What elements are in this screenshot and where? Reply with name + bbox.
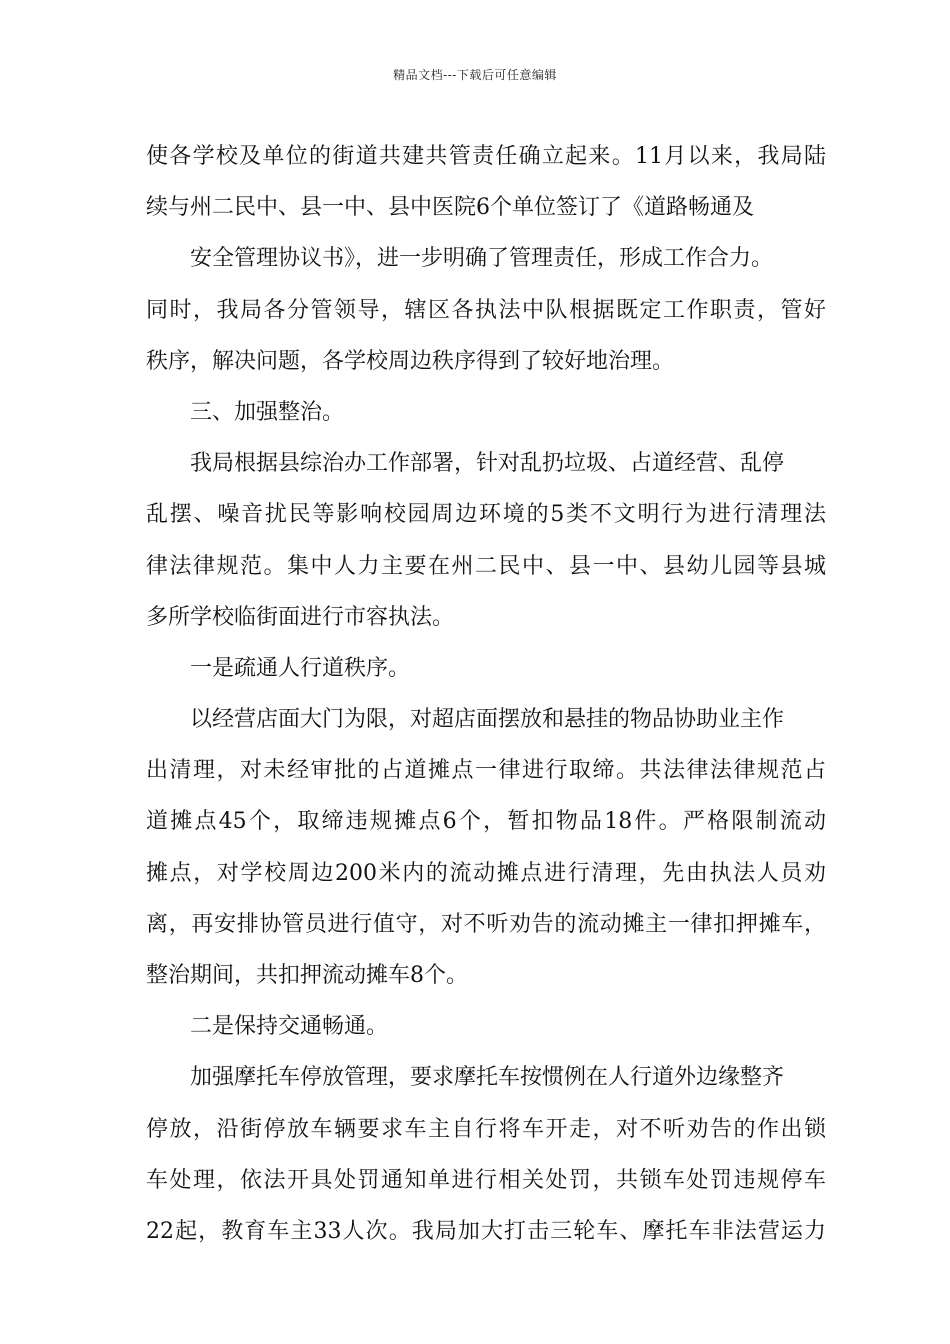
text-line: 以经营店面大门为限，对超店面摆放和悬挂的物品协助业主作 [190,707,785,733]
text-line: 安全管理协议书》，进一步明确了管理责任，形成工作合力。 [190,246,774,272]
text-line: 整治期间，共扣押流动摊车8个。 [146,963,468,988]
page-header: 精品文档---下载后可任意编辑 [393,68,557,82]
text-line: 出清理，对未经审批的占道摊点一律进行取缔。共法律法律规范占 [146,758,826,784]
text-line: 停放，沿街停放车辆要求车主自行将车开走，对不听劝告的作出锁 [146,1116,826,1142]
text-line: 秩序，解决问题，各学校周边秩序得到了较好地治理。 [146,348,675,374]
text-line: 加强摩托车停放管理，要求摩托车按惯例在人行道外边缘整齐 [190,1065,785,1091]
text-line: 一是疏通人行道秩序。 [190,655,411,681]
text-line: 车处理，依法开具处罚通知单进行相关处罚，共锁车处罚违规停车 [146,1167,826,1193]
text-line: 摊点，对学校周边200米内的流动摊点进行清理，先由执法人员劝 [146,860,826,886]
text-line: 22起，教育车主33人次。我局加大打击三轮车、摩托车非法营运力 [146,1218,826,1244]
document-body [146,131,826,1257]
text-line: 离，再安排协管员进行值守，对不听劝告的流动摊主一律扣押摊车， [146,911,826,937]
text-line: 使各学校及单位的街道共建共管责任确立起来。11月以来，我局陆 [146,144,826,169]
text-line: 三、加强整治。 [190,399,345,425]
text-line: 乱摆、噪音扰民等影响校园周边环境的5类不文明行为进行清理法 [146,502,826,528]
text-line: 我局根据县综治办工作部署，针对乱扔垃圾、占道经营、乱停 [190,451,785,477]
text-line: 多所学校临街面进行市容执法。 [146,604,455,630]
text-line: 道摊点45个，取缔违规摊点6个，暂扣物品18件。严格限制流动 [146,809,826,835]
text-line: 律法律规范。集中人力主要在州二民中、县一中、县幼儿园等县城 [146,553,826,579]
text-line: 续与州二民中、县一中、县中医院6个单位签订了《道路畅通及 [146,195,754,221]
text-line: 同时，我局各分管领导，辖区各执法中队根据既定工作职责，管好 [146,297,826,323]
text-line: 二是保持交通畅通。 [190,1014,389,1040]
